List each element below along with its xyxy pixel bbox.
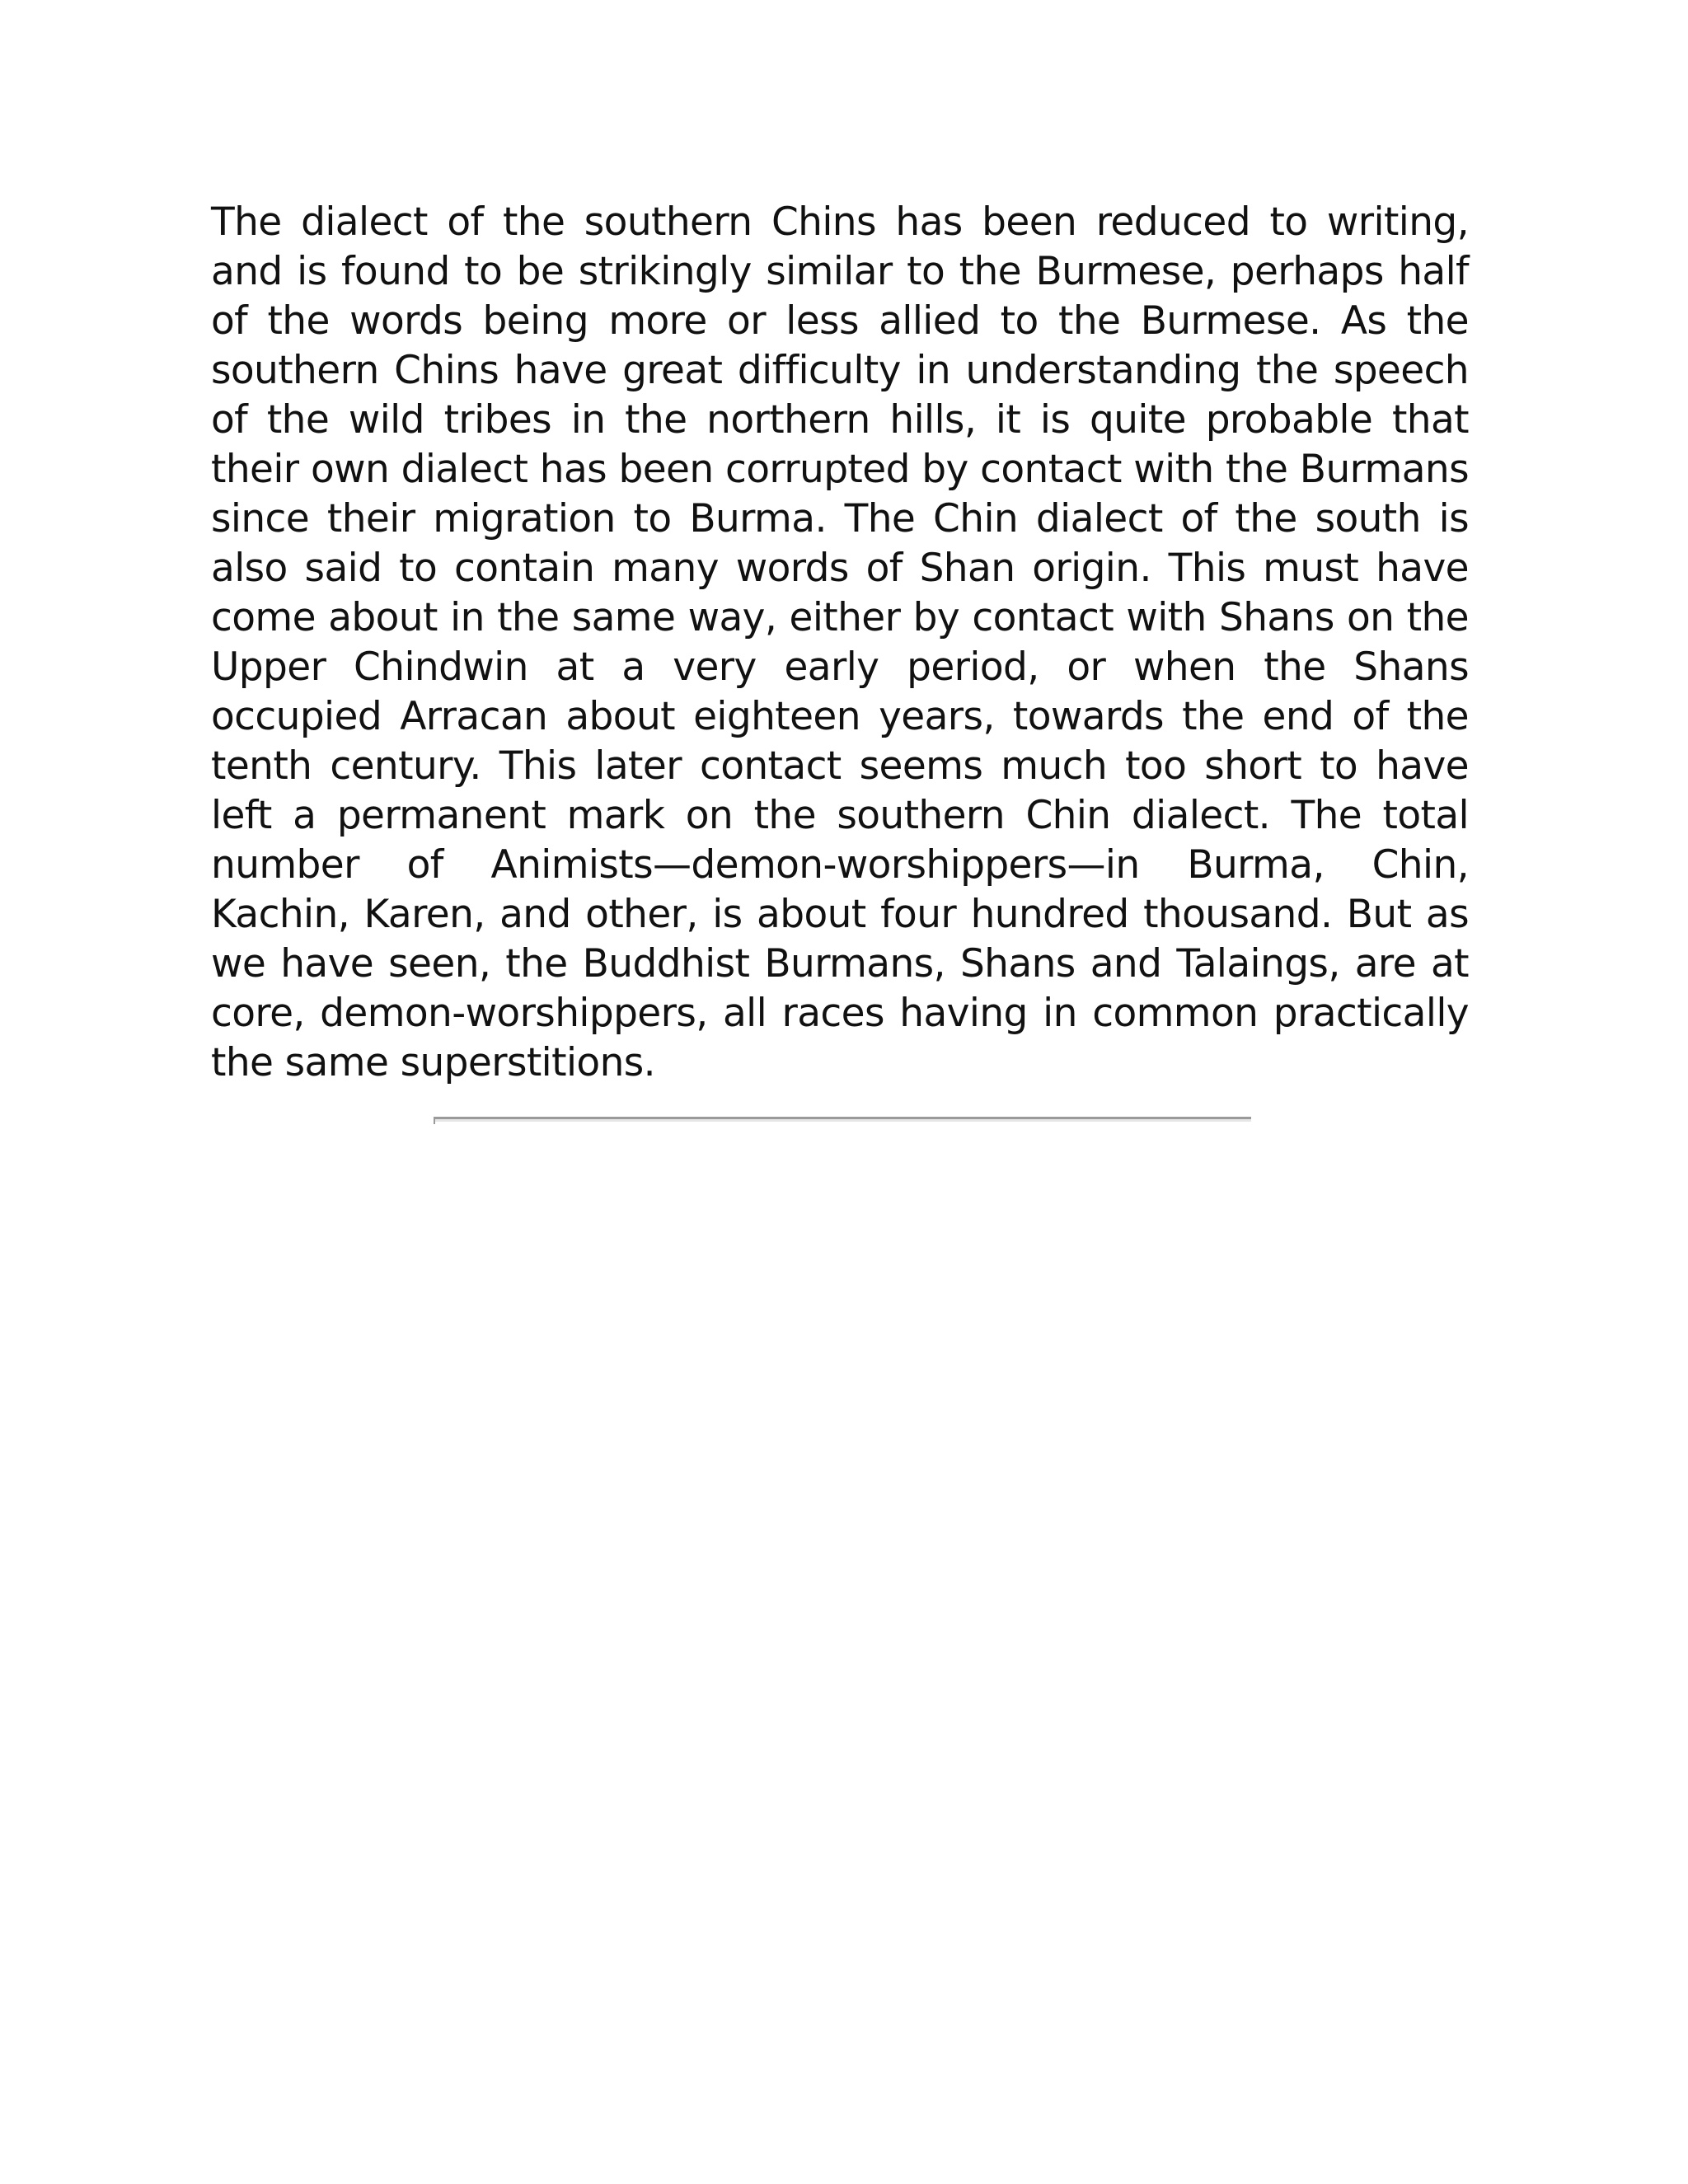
horizontal-rule (434, 1117, 1251, 1122)
body-paragraph: The dialect of the southern Chins has been reduced to writing, and is found to be strikingly similar to the Burmese, perhaps half of the words being more or less allied to the Burmese. As the southern Chins have great difficulty in understanding the speech of the wild tribes in the northern hills, it is quite probable that their own dialect has been corrupted by contact with the Burmans since their migration to Burma. The Chin dialect of the south is also said to contain many words of Shan origin. This must have come about in the same way, either by contact with Shans on the Upper Chindwin at a very early period, or when the Shans occupied Arracan about eighteen years, towards the end of the tenth century. This later contact seems much too short to have left a permanent mark on the southern Chin dialect. The total number of Animists—demon-worshippers—in Burma, Chin, Kachin, Karen, and other, is about four hundred thousand. But as we have seen, the Buddhist Burmans, Shans and Talaings, are at core, demon-worshippers, all races having in common practically the same superstitions. (211, 199, 1469, 1085)
